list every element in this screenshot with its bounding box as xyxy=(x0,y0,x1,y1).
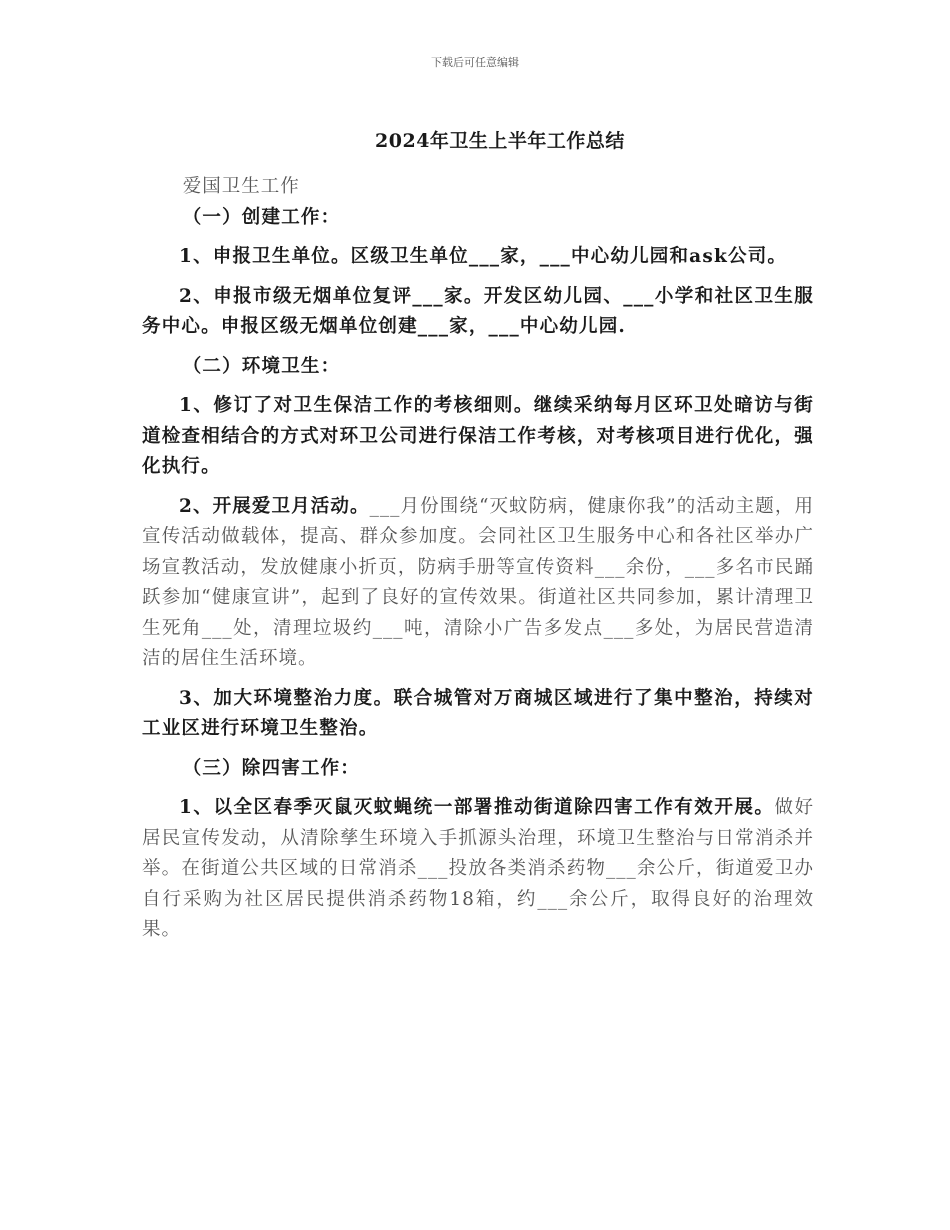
paragraph-s2-1: 1、修订了对卫生保洁工作的考核细则。继续采纳每月区环卫处暗访与街道检查相结合的方式对环卫公司进行保洁工作考核，对考核项目进行优化，强化执行。 xyxy=(142,395,814,477)
section-heading-1: （一）创建工作： xyxy=(182,206,341,228)
paragraph-s1-2: 2、申报市级无烟单位复评___家。开发区幼儿园、___小学和社区卫生服务中心。申报区级无烟单位创建___家，___中心幼儿园. xyxy=(142,285,814,337)
paragraph-s2-2-lead: 2、开展爱卫月活动。 xyxy=(179,495,370,517)
paragraph-s3-1-body: 做好居民宣传发动，从清除孳生环境入手抓源头治理，环境卫生整治与日常消杀并举。在街道公共区域的日常消杀___投放各类消杀药物___余公斤，街道爱卫办自行采购为社区居民提供消杀药物18箱，约___余公斤，取得良好的治理效果。 xyxy=(142,797,814,940)
section-heading-3: （三）除四害工作： xyxy=(182,757,360,779)
paragraph-s3-1 xyxy=(142,793,814,946)
paragraph-s2-2 xyxy=(142,492,814,675)
paragraph-s3-1-lead: 1、以全区春季灭鼠灭蚊蝇统一部署推动街道除四害工作有效开展。 xyxy=(179,797,775,818)
header-note: 下载后可任意编辑 xyxy=(431,56,519,69)
paragraph-s1-1: 1、申报卫生单位。区级卫生单位___家，___中心幼儿园和ask公司。 xyxy=(179,246,788,267)
intro-line: 爱国卫生工作 xyxy=(182,176,300,197)
document-title: 2024年卫生上半年工作总结 xyxy=(375,130,625,152)
paragraph-s2-3: 3、加大环境整治力度。联合城管对万商城区域进行了集中整治，持续对工业区进行环境卫生整治。 xyxy=(142,687,814,739)
document-body xyxy=(142,172,814,946)
paragraph-s2-2-body: ___月份围绕“灭蚊防病，健康你我”的活动主题，用宣传活动做载体，提高、群众参加度。会同社区卫生服务中心和各社区举办广场宣教活动，发放健康小折页，防病手册等宣传资料___余份，___多名市民踊跃参加“健康宣讲”，起到了良好的宣传效果。街道社区共同参加，累计清理卫生死角___处，清理垃圾约___吨，清除小广告多发点___多处，为居民营造清洁的居住生活环境。 xyxy=(142,495,814,669)
section-heading-2: （二）环境卫生： xyxy=(182,355,341,377)
